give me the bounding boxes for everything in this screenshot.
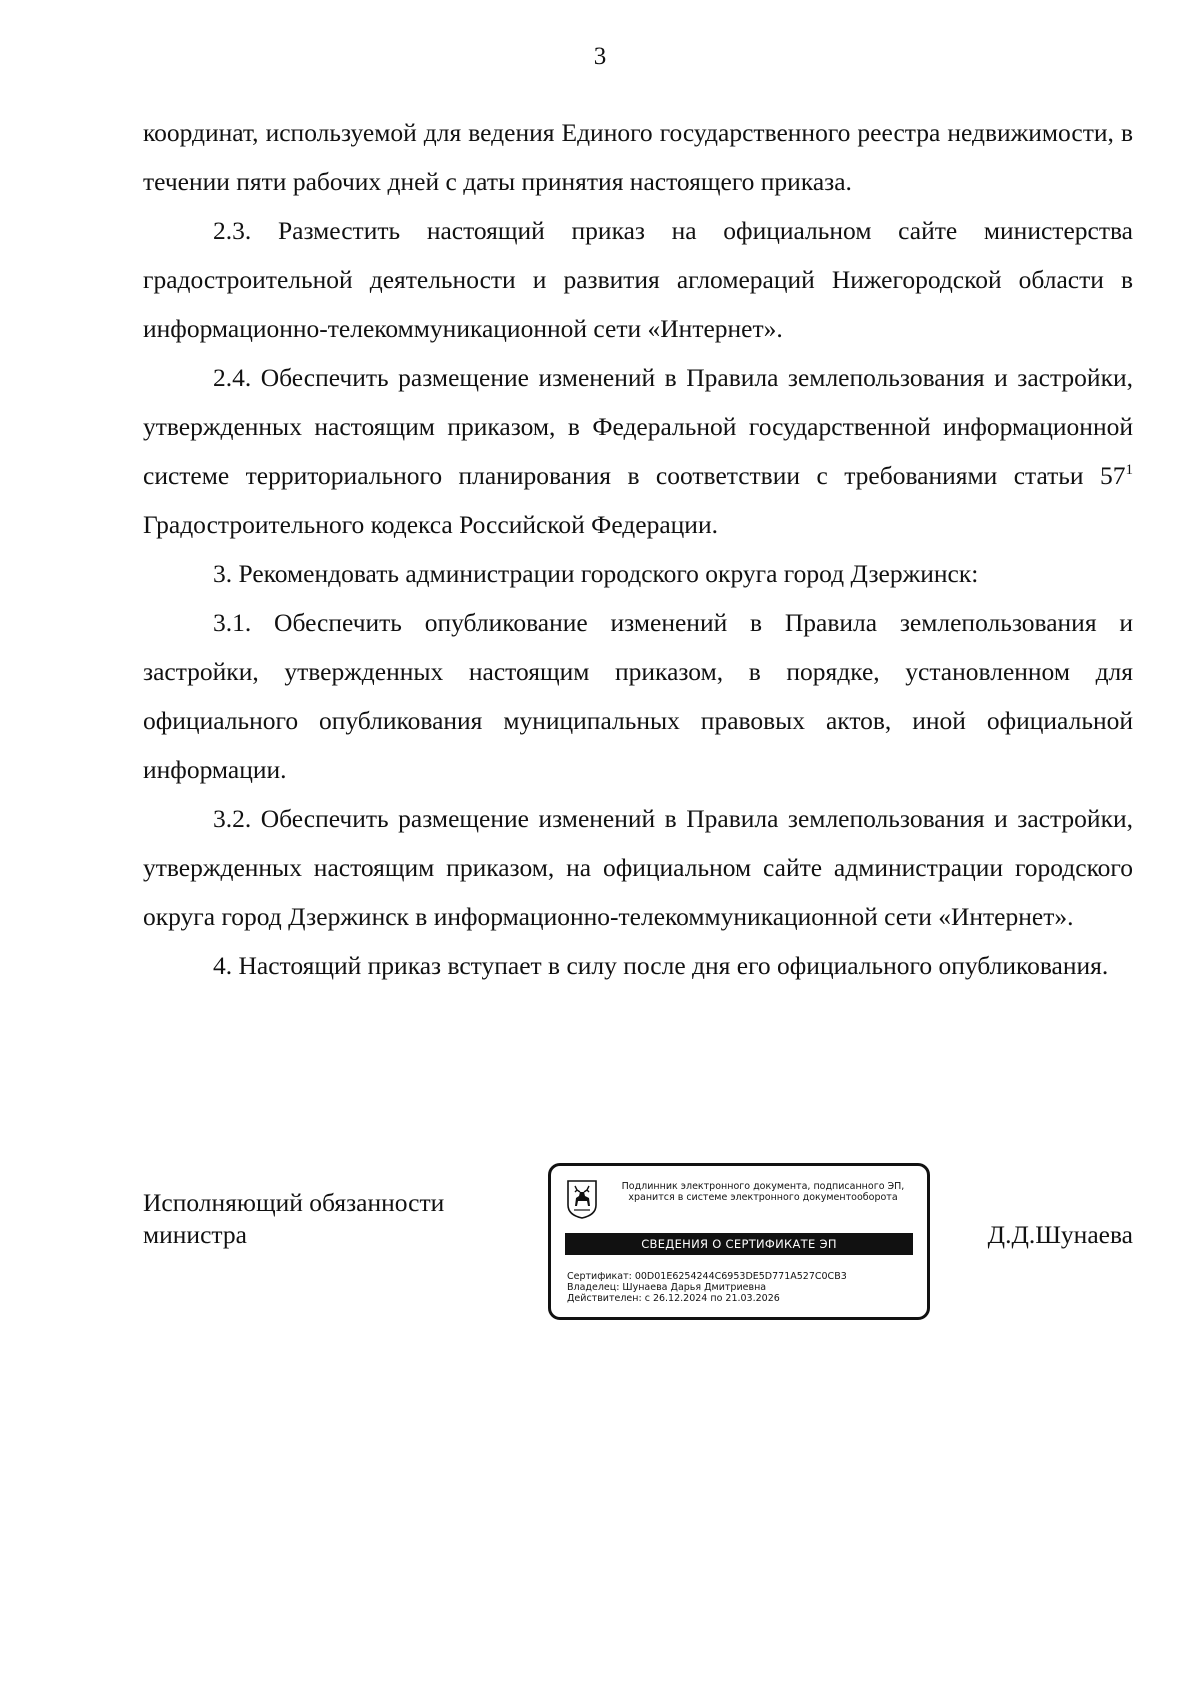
stamp-details	[567, 1271, 917, 1304]
paragraph-2-4-text-after: Градостроительного кодекса Российской Федерации.	[143, 510, 718, 539]
signer-title-line1: Исполняющий обязанности	[143, 1188, 445, 1217]
signer-name: Д.Д.Шунаева	[987, 1220, 1133, 1249]
document-body	[143, 108, 1133, 990]
signer-title	[143, 1187, 444, 1251]
stamp-validity: Действителен: с 26.12.2024 по 21.03.2026	[567, 1293, 780, 1304]
article-superscript: 1	[1125, 462, 1133, 478]
paragraph-4: 4. Настоящий приказ вступает в силу после дня его официального опубликования.	[213, 951, 1109, 980]
electronic-signature-stamp	[548, 1163, 930, 1320]
paragraph-2-4-text: 2.4. Обеспечить размещение изменений в Правила землепользования и застройки, утвержденных настоящим приказом, в Федеральной государственной информационной системе территориального планирования в соответствии с требованиями статьи 57	[143, 363, 1133, 490]
stamp-header: СВЕДЕНИЯ О СЕРТИФИКАТЕ ЭП	[565, 1233, 913, 1255]
paragraph-3: 3. Рекомендовать администрации городского округа город Дзержинск:	[213, 559, 979, 588]
signer-title-line2: министра	[143, 1220, 247, 1249]
stamp-owner: Владелец: Шунаева Дарья Дмитриевна	[567, 1282, 767, 1293]
page-number: 3	[593, 43, 607, 70]
deer-emblem-icon	[566, 1179, 598, 1219]
paragraph-2-3: 2.3. Разместить настоящий приказ на официальном сайте министерства градостроительной деятельности и развития агломераций Нижегородской области в информационно-телекоммуникационной сети «Интернет».	[143, 216, 1133, 343]
stamp-notice-line2: хранится в системе электронного документооборота	[628, 1192, 898, 1203]
paragraph-2-4	[143, 353, 1133, 549]
paragraph-3-1: 3.1. Обеспечить опубликование изменений в Правила землепользования и застройки, утвержденных настоящим приказом, в порядке, установленном для официального опубликования муниципальных правовых актов, иной официальной информации.	[143, 608, 1133, 784]
stamp-notice-line1: Подлинник электронного документа, подписанного ЭП,	[621, 1181, 905, 1192]
stamp-notice	[607, 1181, 919, 1203]
stamp-certificate: Сертификат: 00D01E6254244C6953DE5D771A527C0CB3	[567, 1271, 847, 1282]
paragraph-3-2: 3.2. Обеспечить размещение изменений в Правила землепользования и застройки, утвержденных настоящим приказом, на официальном сайте администрации городского округа город Дзержинск в информационно-телекоммуникационной сети «Интернет».	[143, 804, 1133, 931]
paragraph-continuation: координат, используемой для ведения Единого государственного реестра недвижимости, в течении пяти рабочих дней с даты принятия настоящего приказа.	[143, 118, 1133, 196]
